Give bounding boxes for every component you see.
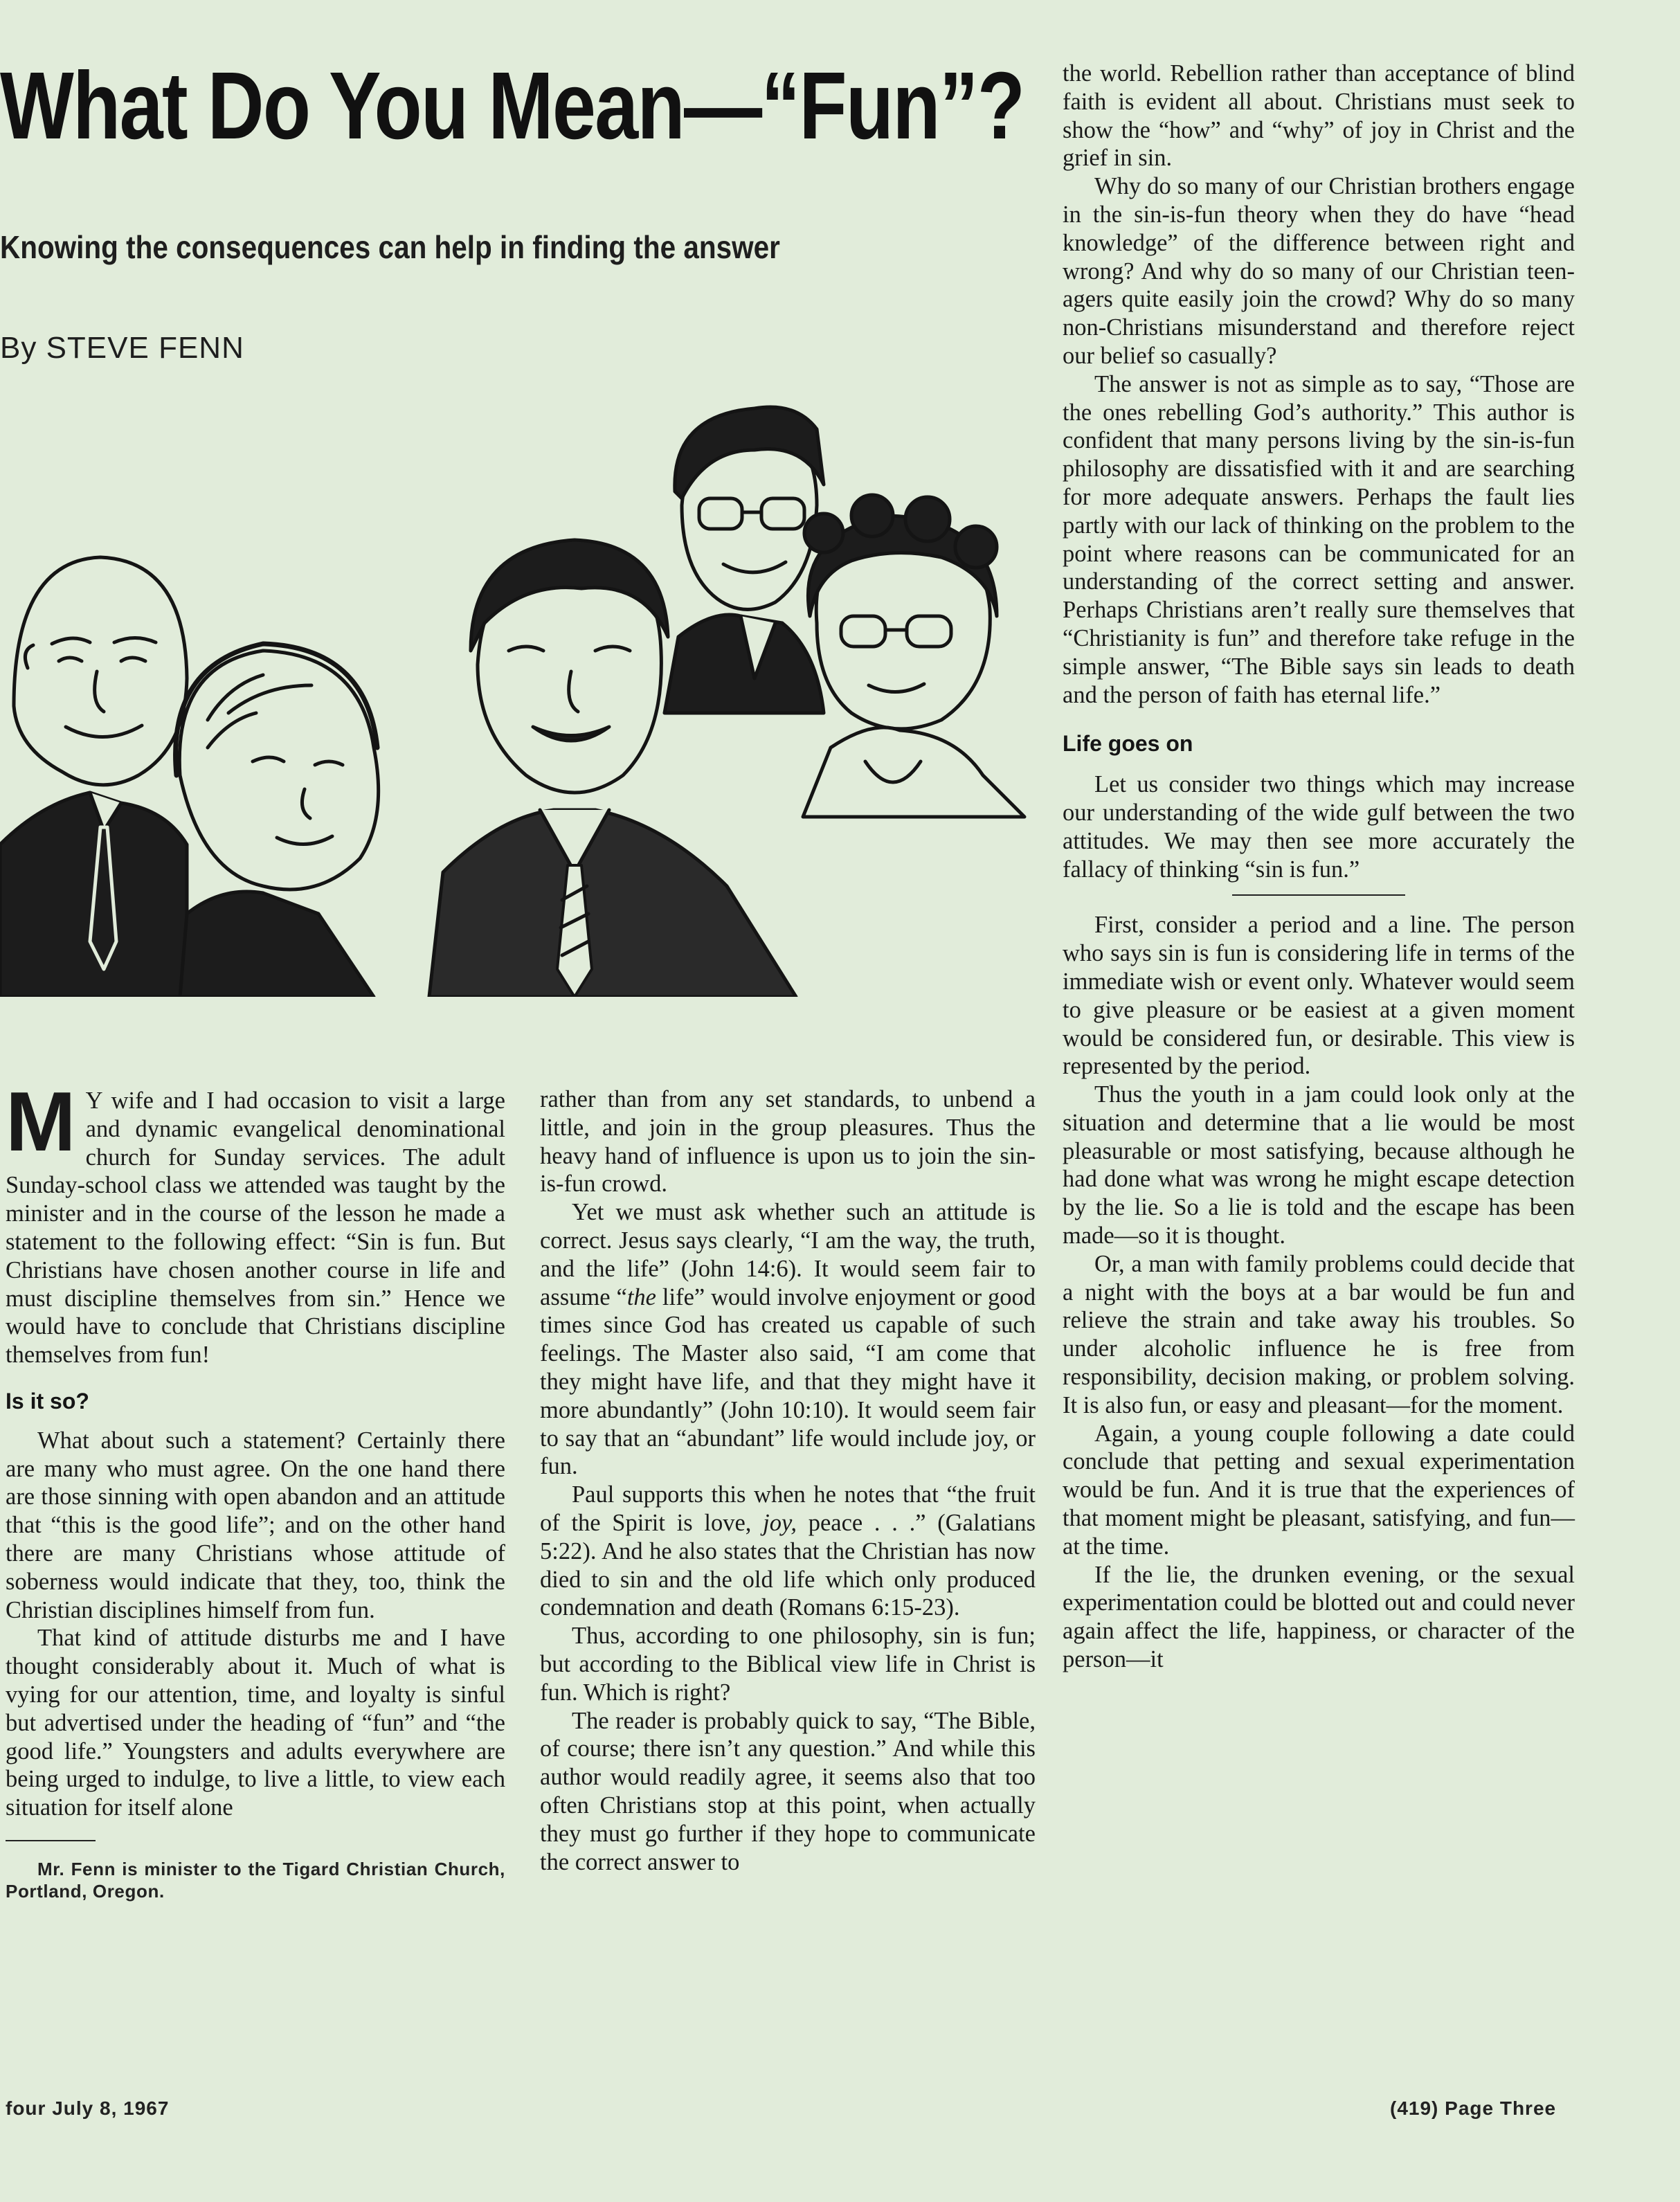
- paragraph: The answer is not as simple as to say, “Those are the ones rebelling God’s authority.” This author is confident that many persons living by the sin-is-fun philosophy are dissatisfied with it and are searching for more adequate answers. Perhaps the fault lies partly with our lack of thinking on the problem to the point where reasons can be communicated for an understanding of the correct setting and answer. Perhaps Christians aren’t really sure themselves that “Christianity is fun” and therefore take refuge in the simple answer, “The Bible says sin leads to death and the person of faith has eternal life.”: [1063, 370, 1575, 708]
- article-column-2: [540, 1085, 1036, 1876]
- paragraph: Again, a young couple following a date could conclude that petting and sexual experimentation would be fun. And it is true that the experiences of that moment might be pleasant, satisfying, and fun—at the time.: [1063, 1420, 1575, 1560]
- footnote-divider: [6, 1840, 96, 1841]
- paragraph: rather than from any set standards, to unbend a little, and join in the group pleasures. Thus the heavy hand of influence is upon us to join the sin-is-fun crowd.: [540, 1086, 1036, 1198]
- person-figure: [665, 407, 824, 713]
- page-footer-number: (419) Page Three: [1390, 2097, 1557, 2119]
- section-heading: Is it so?: [6, 1388, 89, 1414]
- paragraph-text: Paul supports this when he notes that “the fruit of the Spirit is love,: [540, 1481, 1036, 1536]
- page-footer-date: four July 8, 1967: [6, 2097, 170, 2119]
- paragraph-text: Y wife and I had occasion to visit a large and dynamic evangelical denominational church for Sunday services. The adult Sunday-school class we attended was taught by the minister and in the course of the lesson he made a statement to the following effect: “Sin is fun. But Christians have chosen another course in life and must discipline themselves from sin.” Hence we would have to conclude that Christians discipline themselves from fun!: [6, 1088, 505, 1369]
- author-footnote: Mr. Fenn is minister to the Tigard Christian Church, Portland, Oregon.: [6, 1858, 505, 1902]
- person-figure: [0, 557, 187, 997]
- paragraph: the world. Rebellion rather than acceptance of blind faith is evident all about. Christians must seek to show the “how” and “why” of joy in Christ and the grief in sin.: [1063, 60, 1575, 172]
- paragraph: Let us consider two things which may increase our understanding of the wide gulf between the two attitudes. We may then see more accurately the fallacy of thinking “sin is fun.”: [1063, 771, 1575, 883]
- paragraph-text: peace . . .” (Galatians 5:22). And he also states that the Christian has now died to sin and the old life which only produced condemnation and death (Romans 6:15-23).: [540, 1509, 1036, 1621]
- section-divider: [1232, 894, 1405, 896]
- article-subtitle: Knowing the consequences can help in finding the answer: [0, 229, 780, 265]
- person-figure: [803, 495, 1024, 817]
- article-column-3: [1063, 60, 1575, 1674]
- section-heading: Life goes on: [1063, 731, 1193, 757]
- group-of-five-people-drawing: [0, 388, 1031, 997]
- paragraph: [540, 1198, 1036, 1481]
- article-byline: By STEVE FENN: [0, 331, 244, 365]
- drop-cap: M: [6, 1074, 76, 1168]
- paragraph: Or, a man with family problems could decide that a night with the boys at a bar would be fun and relieve the strain and take away his troubles. So under alcoholic influence he is free from responsibility, decision making, or problem solving. It is also fun, or easy and pleasant—for the moment.: [1063, 1250, 1575, 1418]
- article-column-1: [6, 1074, 505, 1902]
- paragraph: Thus the youth in a jam could look only at the situation and determine that a lie would be most pleasurable or most satisfying, because although he had done what was wrong he might escape detection by the lie. So a lie is told and the escape has been made—so it is thought.: [1063, 1081, 1575, 1249]
- emphasis: joy,: [763, 1509, 797, 1536]
- person-figure: [176, 644, 379, 997]
- paragraph: [6, 1074, 505, 1369]
- paragraph: [540, 1481, 1036, 1622]
- paragraph-text: Yet we must ask whether such an attitude is correct. Jesus says clearly, “I am the way, the truth, and the life” (John 14:6). It would seem fair to assume “: [540, 1199, 1036, 1310]
- article-title: What Do You Mean—“Fun”?: [0, 53, 1024, 159]
- paragraph: If the lie, the drunken evening, or the sexual experimentation could be blotted out and could never again affect the life, happiness, or character of the person—it: [1063, 1561, 1575, 1673]
- paragraph: That kind of attitude disturbs me and I have thought considerably about it. Much of what is vying for our attention, time, and loyalty is sinful but advertised under the heading of “fun” and “the good life.” Youngsters and adults everywhere are being urged to indulge, to live a little, to view each situation for itself alone: [6, 1625, 505, 1821]
- paragraph: What about such a statement? Certainly there are many who must agree. On the one hand there are those sinning with open abandon and an attitude that “this is the good life”; and on the other hand there are many Christians whose attitude of soberness would indicate that they, too, think the Christian disciplines himself from fun.: [6, 1427, 505, 1623]
- paragraph: Thus, according to one philosophy, sin is fun; but according to the Biblical view life in Christ is fun. Which is right?: [540, 1623, 1036, 1706]
- paragraph: The reader is probably quick to say, “The Bible, of course; there isn’t any question.” And while this author would readily agree, it seems also that too often Christians stop at this point, when actually they must go further if they hope to communicate the correct answer to: [540, 1707, 1036, 1875]
- emphasis: the: [626, 1283, 656, 1310]
- paragraph-text: life” would involve enjoyment or good times since God has created us capable of such feelings. The Master also said, “I am come that they might have life, and that they might have it more abundantly” (John 10:10). It would seem fair to say that an “abundant” life would include joy, or fun.: [540, 1283, 1036, 1480]
- paragraph: First, consider a period and a line. The person who says sin is fun is considering life in terms of the immediate wish or event only. Whatever would seem to give pleasure or be easiest at a given moment would be considered fun, or desirable. This view is represented by the period.: [1063, 912, 1575, 1080]
- paragraph: Why do so many of our Christian brothers engage in the sin-is-fun theory when they do have “head knowledge” of the difference between right and wrong? And why do so many of our Christian teen-agers quite easily join the crowd? Why do so many non-Christians misunderstand and therefore reject our belief so casually?: [1063, 173, 1575, 369]
